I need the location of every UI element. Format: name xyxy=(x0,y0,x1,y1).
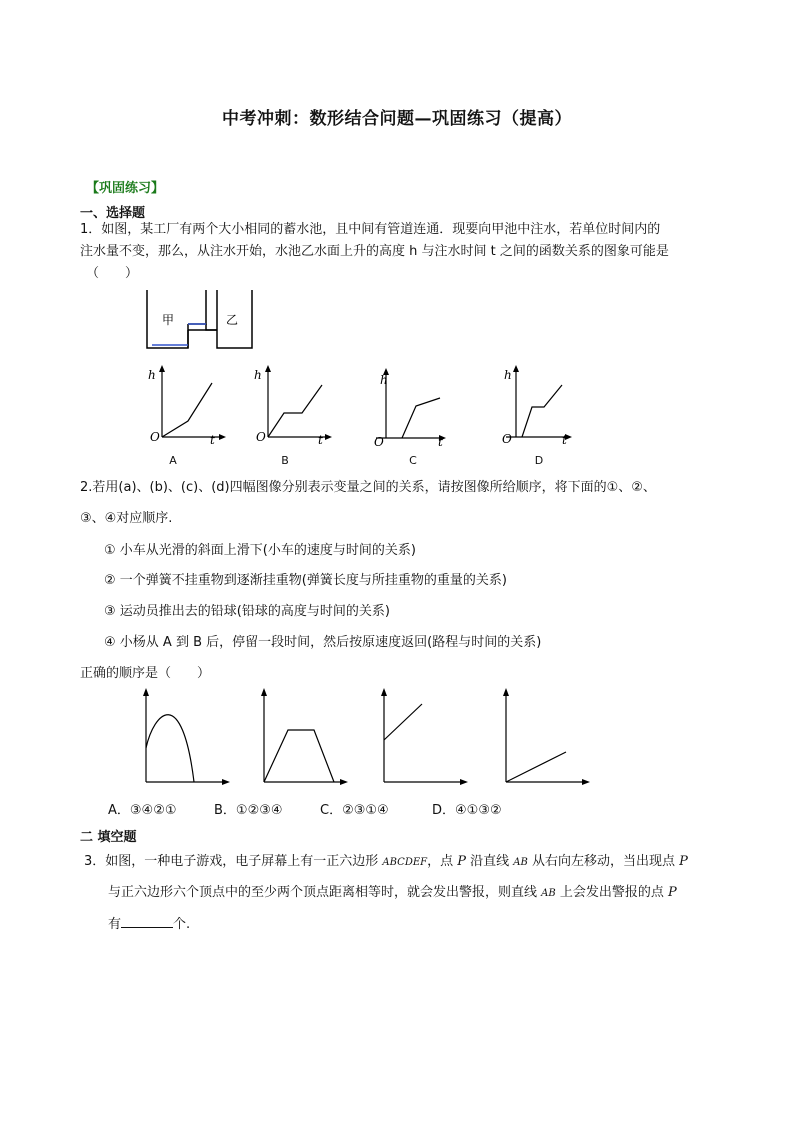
section-heading-fill: 二 填空题 xyxy=(80,830,137,845)
axis-t-label: t xyxy=(210,433,215,447)
q3-text-line2: 与正六边形六个顶点中的至少两个顶点距离相等时，就会发出警报，则直线 AB 上会发出警报的点 P xyxy=(108,885,677,900)
origin-label: O xyxy=(256,430,266,444)
q2-answer-b: B．①②③④ xyxy=(214,803,283,818)
axis-h-label: h xyxy=(504,368,512,382)
axis-t-label: t xyxy=(562,433,567,447)
option-c-label: C xyxy=(409,454,417,467)
pool-right-label: 乙 xyxy=(226,313,239,327)
axis-t-label: t xyxy=(318,433,323,447)
q1-text-line3: （ ） xyxy=(86,266,139,281)
axis-h-label: h xyxy=(380,373,388,387)
option-d-label: D xyxy=(534,454,544,467)
q2-graph-b xyxy=(258,688,348,788)
q3-text-line1: 3．如图，一种电子游戏，电子屏幕上有一正六边形 ABCDEF，点 P 沿直线 AB 从右向左移动，当出现点 P xyxy=(84,854,688,869)
origin-label: O xyxy=(150,430,160,444)
q2-graph-d xyxy=(500,688,590,788)
q1-graph-d xyxy=(502,365,582,445)
q2-item-4: ④ 小杨从 A 到 B 后，停留一段时间，然后按原速度返回(路程与时间的关系) xyxy=(104,635,542,650)
q1-graph-a xyxy=(150,365,230,445)
q1-graph-b xyxy=(256,365,336,445)
page-title: 中考冲刺：数形结合问题—巩固练习（提高） xyxy=(222,109,572,129)
option-a-label: A xyxy=(169,454,177,467)
axis-h-label: h xyxy=(148,368,156,382)
q2-answer-d: D．④①③② xyxy=(432,803,502,818)
q2-text-line2: ③、④对应顺序. xyxy=(80,511,173,526)
q1-text-line1: 1．如图，某工厂有两个大小相同的蓄水池，且中间有管道连通．现要向甲池中注水，若单位时间内的 xyxy=(80,222,661,237)
q2-graph-a xyxy=(140,688,230,788)
origin-label: O xyxy=(374,435,384,449)
q2-item-3: ③ 运动员推出去的铅球(铅球的高度与时间的关系) xyxy=(104,604,390,619)
q2-prompt: 正确的顺序是（ ） xyxy=(80,666,211,681)
q2-item-1: ① 小车从光滑的斜面上滑下(小车的速度与时间的关系) xyxy=(104,543,416,558)
pool-left-label: 甲 xyxy=(162,313,175,327)
q2-item-2: ② 一个弹簧不挂重物到逐渐挂重物(弹簧长度与所挂重物的重量的关系) xyxy=(104,573,507,588)
answer-blank[interactable] xyxy=(121,915,173,928)
q3-text-line3: 有 个. xyxy=(108,917,191,932)
q1-graph-c xyxy=(374,368,454,448)
origin-label: O xyxy=(502,432,512,446)
q1-text-line2: 注水量不变，那么，从注水开始，水池乙水面上升的高度 h 与注水时间 t 之间的函数关系的图象可能是 xyxy=(80,244,669,259)
q2-graph-c xyxy=(378,688,468,788)
section-tag: 【巩固练习】 xyxy=(86,181,165,196)
axis-h-label: h xyxy=(254,368,262,382)
option-b-label: B xyxy=(281,454,289,467)
q2-answer-a: A．③④②① xyxy=(108,803,177,818)
axis-t-label: t xyxy=(438,435,443,449)
section-heading-choice: 一、选择题 xyxy=(80,206,146,221)
q2-answer-c: C．②③①④ xyxy=(320,803,389,818)
pools-diagram xyxy=(140,290,260,360)
q2-text-line1: 2.若用(a)、(b)、(c)、(d)四幅图像分别表示变量之间的关系，请按图像所给顺序，将下面的①、②、 xyxy=(80,480,656,495)
